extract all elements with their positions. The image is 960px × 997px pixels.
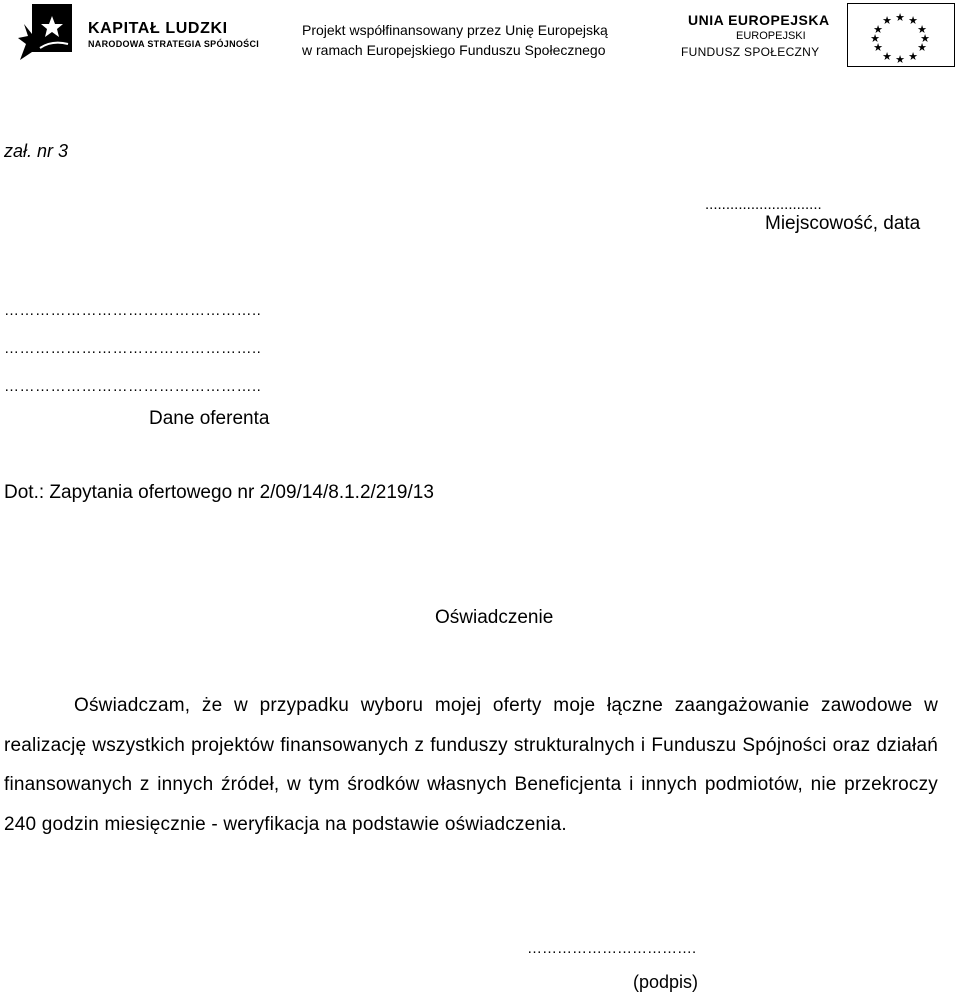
kapital-ludzki-subtitle: NARODOWA STRATEGIA SPÓJNOŚCI bbox=[88, 39, 260, 49]
eu-logo-line2: EUROPEJSKI bbox=[736, 30, 806, 42]
svg-text:★: ★ bbox=[895, 11, 905, 24]
project-cofinancing-line2: w ramach Europejskiego Funduszu Społecznego bbox=[302, 42, 606, 58]
bidder-line: ………………………………………….. bbox=[4, 378, 262, 395]
svg-text:★: ★ bbox=[908, 14, 918, 27]
signature-label: (podpis) bbox=[633, 972, 699, 992]
declaration-paragraph: Oświadczam, że w przypadku wyboru mojej oferty moje łączne zaangażowanie zawodowe w realizację wszystkich projektów finansowanych z funduszy strukturalnych i Funduszu Spójności oraz działań finansowanych z innych źródeł, w tym środków własnych Beneficjenta i innych podmiotów, nie przekroczy 240 godzin miesięcznie - weryfikacja na podstawie oświadczenia. bbox=[4, 695, 938, 835]
svg-text:★: ★ bbox=[920, 32, 930, 45]
document-title: Oświadczenie bbox=[435, 607, 554, 628]
svg-text:★: ★ bbox=[873, 41, 883, 54]
project-cofinancing-line1: Projekt współfinansowany przez Unię Europejską bbox=[302, 22, 608, 38]
place-date-label: Miejscowość, data bbox=[765, 213, 921, 234]
svg-text:★: ★ bbox=[917, 41, 927, 54]
bidder-label: Dane oferenta bbox=[149, 408, 270, 429]
svg-text:★: ★ bbox=[908, 50, 918, 63]
kapital-ludzki-title: KAPITAŁ LUDZKI bbox=[88, 20, 228, 37]
svg-text:★: ★ bbox=[882, 14, 892, 27]
reference-line: Dot.: Zapytania ofertowego nr 2/09/14/8.1.2/219/13 bbox=[4, 482, 434, 503]
bidder-line: ………………………………………….. bbox=[4, 302, 262, 319]
signature-dots: ……………………………. bbox=[527, 940, 697, 957]
attachment-label: zał. nr 3 bbox=[4, 141, 69, 161]
eu-logo-line3: FUNDUSZ SPOŁECZNY bbox=[681, 45, 820, 59]
svg-text:★: ★ bbox=[873, 23, 883, 36]
kapital-ludzki-logo-icon bbox=[18, 4, 72, 64]
eu-logo-line1: UNIA EUROPEJSKA bbox=[688, 12, 830, 28]
place-date-dots: ............................ bbox=[705, 196, 822, 213]
eu-flag-icon bbox=[847, 3, 955, 67]
svg-text:★: ★ bbox=[917, 23, 927, 36]
svg-text:★: ★ bbox=[895, 53, 905, 65]
svg-text:★: ★ bbox=[870, 32, 880, 45]
bidder-line: ………………………………………….. bbox=[4, 340, 262, 357]
svg-text:★: ★ bbox=[882, 50, 892, 63]
